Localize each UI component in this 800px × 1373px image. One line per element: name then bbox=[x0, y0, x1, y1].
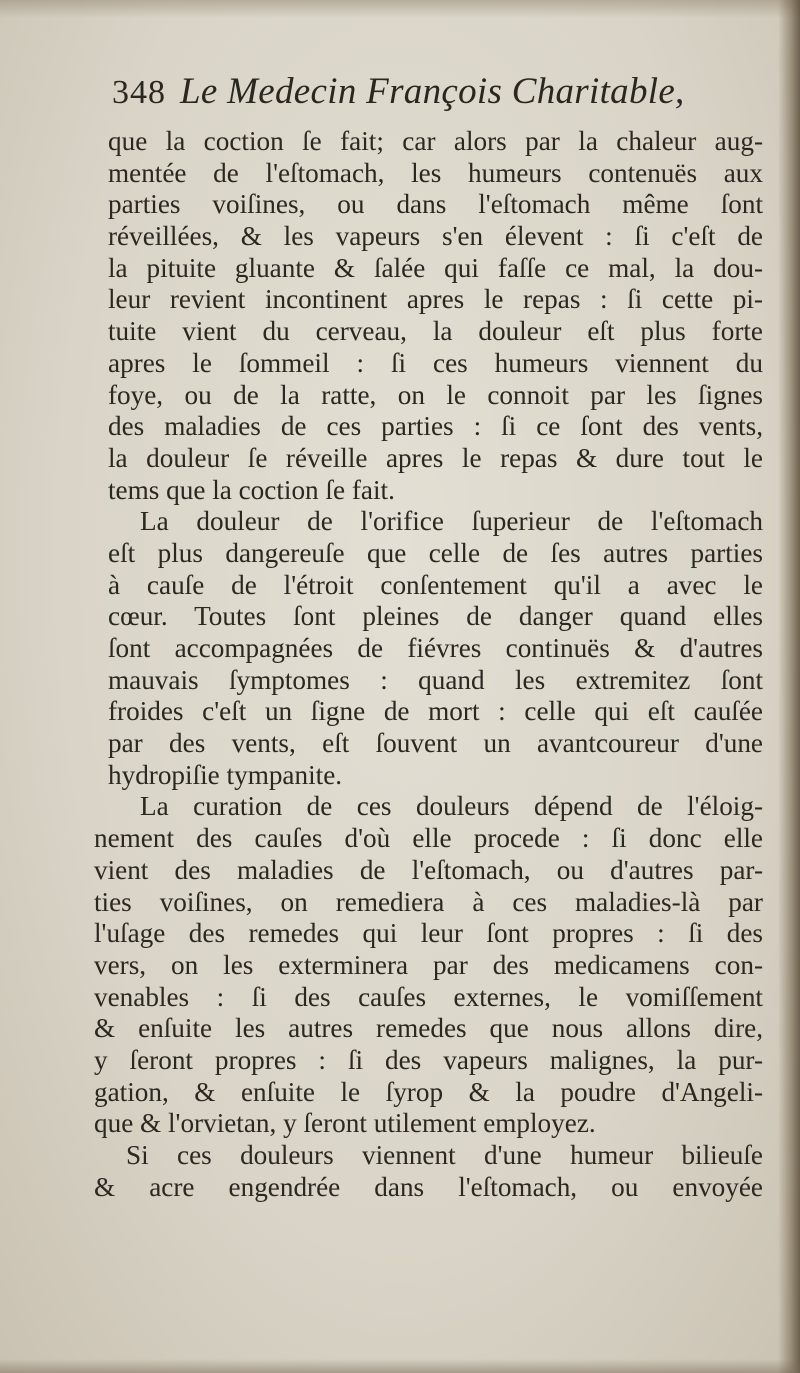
body-text bbox=[94, 126, 763, 1203]
text-line: nement des cauſes d'où elle procede : ſi donc elle bbox=[94, 823, 763, 854]
text-line: cœur. Toutes ſont pleines de danger quand elles bbox=[108, 601, 763, 632]
text-line: par des vents, eſt ſouvent un avantcoureur d'une bbox=[108, 728, 763, 759]
text-line: mauvais ſymptomes : quand les extremitez ſont bbox=[108, 664, 763, 695]
text-line: venables : ſi des cauſes externes, le vomiſſement bbox=[94, 981, 763, 1012]
text-line: apres le ſommeil : ſi ces humeurs viennent du bbox=[108, 347, 763, 378]
text-line: vers, on les exterminera par des medicamens con- bbox=[94, 949, 763, 980]
text-line: eſt plus dangereuſe que celle de ſes autres parties bbox=[108, 537, 763, 568]
text-line: foye, ou de la ratte, on le connoit par les ſignes bbox=[108, 379, 763, 410]
text-line: mentée de l'eſtomach, les humeurs contenuës aux bbox=[108, 157, 763, 188]
page-shadow-right bbox=[778, 0, 800, 1373]
text-line: des maladies de ces parties : ſi ce ſont des vents, bbox=[108, 411, 763, 442]
text-line: froides c'eſt un ſigne de mort : celle qui eſt cauſée bbox=[108, 696, 763, 727]
paragraph-start-line: La curation de ces douleurs dépend de l'éloig- bbox=[140, 791, 763, 822]
text-line: l'uſage des remedes qui leur ſont propres : ſi des bbox=[94, 918, 763, 949]
text-line: parties voiſines, ou dans l'eſtomach même ſont bbox=[108, 189, 763, 220]
text-line: que & l'orvietan, y ſeront utilement employez. bbox=[94, 1108, 596, 1139]
text-line: la douleur ſe réveille apres le repas & dure tout le bbox=[108, 442, 763, 473]
text-line: que la coction ſe fait; car alors par la chaleur aug- bbox=[108, 126, 763, 156]
page-shadow-top bbox=[0, 0, 800, 18]
paragraph-start-line: La douleur de l'orifice ſuperieur de l'eſtomach bbox=[140, 506, 763, 537]
text-line: à cauſe de l'étroit conſentement qu'il a avec le bbox=[108, 569, 763, 600]
text-line: & enſuite les autres remedes que nous allons dire, bbox=[94, 1013, 763, 1044]
text-line: réveillées, & les vapeurs s'en élevent : ſi c'eſt de bbox=[108, 221, 763, 252]
page-shadow-bottom bbox=[0, 1359, 800, 1373]
text-line: tuite vient du cerveau, la douleur eſt plus forte bbox=[108, 316, 763, 347]
text-line: ties voiſines, on remediera à ces maladies-là par bbox=[94, 886, 763, 917]
text-line: & acre engendrée dans l'eſtomach, ou envoyée bbox=[94, 1171, 763, 1202]
paragraph-start-line: Si ces douleurs viennent d'une humeur bilieuſe bbox=[126, 1140, 763, 1170]
text-line: vient des maladies de l'eſtomach, ou d'autres par- bbox=[94, 854, 763, 885]
text-line: ſont accompagnées de fiévres continuës & d'autres bbox=[108, 633, 763, 663]
text-line: leur revient incontinent apres le repas : ſi cette pi- bbox=[108, 284, 763, 315]
text-line: hydropiſie tympanite. bbox=[108, 759, 343, 790]
text-line: gation, & enſuite le ſyrop & la poudre d'Angeli- bbox=[94, 1076, 763, 1107]
text-line: tems que la coction ſe fait. bbox=[108, 474, 395, 505]
text-line: y ſeront propres : ſi des vapeurs malignes, la pur- bbox=[94, 1044, 763, 1075]
text-line: la pituite gluante & ſalée qui faſſe ce mal, la dou- bbox=[108, 252, 763, 283]
running-title: Le Medecin François Charitable, bbox=[180, 71, 685, 112]
running-head bbox=[112, 70, 712, 118]
page-number: 348 bbox=[112, 74, 166, 111]
